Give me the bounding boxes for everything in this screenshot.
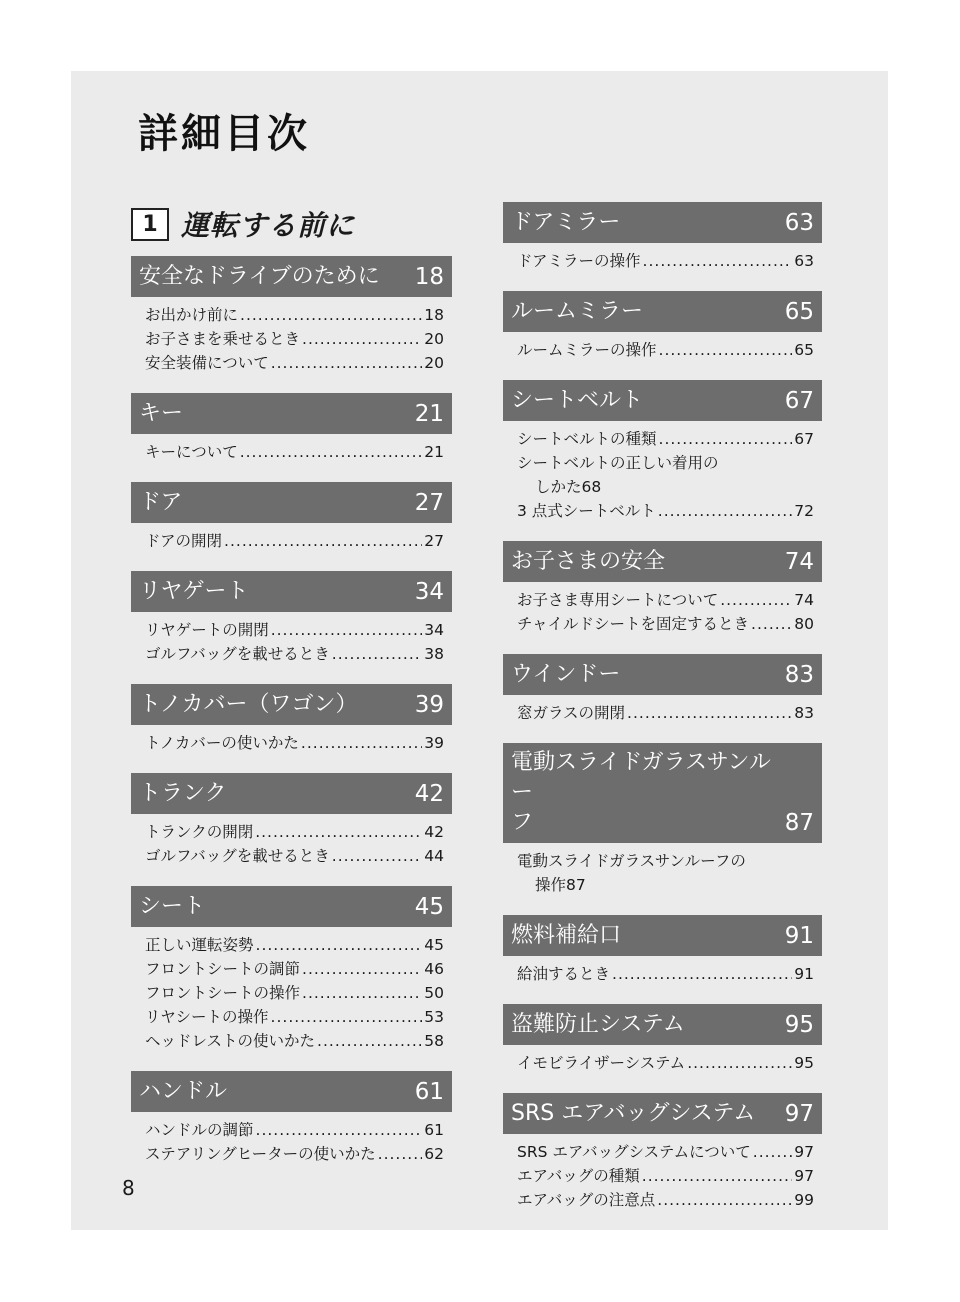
toc-entry[interactable] <box>145 303 444 327</box>
entry-label-line2: 操作 <box>535 876 567 894</box>
toc-entry[interactable] <box>145 933 444 957</box>
entry-page-number: 45 <box>424 936 444 954</box>
toc-entry[interactable] <box>517 338 814 362</box>
toc-section <box>131 482 452 553</box>
toc-entry[interactable] <box>517 701 814 725</box>
entry-list <box>503 243 822 273</box>
section-header[interactable] <box>503 380 822 421</box>
section-page-number: 63 <box>784 210 814 236</box>
toc-right-column <box>503 202 822 1230</box>
entry-page-number: 65 <box>794 341 814 359</box>
entry-label: ヘッドレストの使いかた <box>145 1032 316 1050</box>
toc-entry[interactable] <box>145 820 444 844</box>
dot-leader <box>256 1118 423 1142</box>
section-header[interactable] <box>131 571 452 612</box>
entry-list <box>503 695 822 725</box>
toc-entry[interactable] <box>517 451 814 499</box>
entry-label: ドアの開閉 <box>145 532 223 550</box>
section-page-number: 21 <box>414 401 444 427</box>
toc-section <box>131 393 452 464</box>
dot-leader <box>224 529 422 553</box>
toc-section <box>503 541 822 636</box>
entry-label: ゴルフバッグを載せるとき <box>145 645 330 663</box>
entry-page-number: 39 <box>424 734 444 752</box>
section-header[interactable] <box>131 886 452 927</box>
entry-label: 正しい運転姿勢 <box>145 936 254 954</box>
section-header[interactable] <box>131 1071 452 1112</box>
dot-leader <box>659 427 793 451</box>
section-header[interactable] <box>131 482 452 523</box>
toc-section <box>503 1093 822 1212</box>
entry-label: SRS エアバッグシステムについて <box>517 1143 751 1161</box>
section-header[interactable] <box>131 773 452 814</box>
toc-entry[interactable] <box>145 351 444 375</box>
toc-entry[interactable] <box>517 1164 814 1188</box>
section-page-number: 74 <box>784 549 814 575</box>
dot-leader <box>332 844 423 868</box>
dot-leader <box>271 618 423 642</box>
entry-page-number: 95 <box>794 1054 814 1072</box>
entry-label: エアバッグの種類 <box>517 1167 640 1185</box>
section-title: 電動スライドガラスサンルー フ <box>511 750 771 835</box>
section-title: リヤゲート <box>139 579 249 604</box>
toc-section <box>131 684 452 755</box>
entry-page-number: 44 <box>424 847 444 865</box>
section-page-number: 67 <box>784 388 814 414</box>
dot-leader <box>658 499 792 523</box>
entry-page-number: 21 <box>424 443 444 461</box>
section-page-number: 87 <box>784 810 814 836</box>
section-header[interactable] <box>503 541 822 582</box>
entry-page-number: 97 <box>794 1167 814 1185</box>
dot-leader <box>255 820 422 844</box>
section-header[interactable] <box>503 1004 822 1045</box>
entry-page-number: 87 <box>566 876 586 894</box>
entry-list <box>503 956 822 986</box>
section-title: 燃料補給口 <box>511 923 622 948</box>
dot-leader <box>271 1005 423 1029</box>
entry-page-number: 38 <box>424 645 444 663</box>
entry-label: トランクの開閉 <box>145 823 254 841</box>
entry-label: チャイルドシートを固定するとき <box>517 615 750 633</box>
toc-section <box>503 654 822 725</box>
toc-section <box>503 291 822 362</box>
dot-leader <box>256 933 423 957</box>
toc-entry[interactable] <box>145 981 444 1005</box>
entry-list <box>503 332 822 362</box>
section-title: ドアミラー <box>511 210 621 235</box>
toc-entry[interactable] <box>517 1188 814 1212</box>
dot-leader <box>302 957 422 981</box>
entry-label: お出かけ前に <box>145 306 239 324</box>
section-page-number: 95 <box>784 1012 814 1038</box>
entry-page-number: 99 <box>794 1191 814 1209</box>
entry-page-number: 20 <box>424 354 444 372</box>
entry-page-number: 74 <box>794 591 814 609</box>
dot-leader <box>302 981 422 1005</box>
toc-section <box>131 1071 452 1166</box>
entry-page-number: 20 <box>424 330 444 348</box>
page-number: 8 <box>122 1176 135 1200</box>
dot-leader <box>643 249 793 273</box>
section-title: ハンドル <box>139 1079 228 1104</box>
toc-entry[interactable] <box>145 1142 444 1166</box>
toc-entry[interactable] <box>145 642 444 666</box>
toc-entry[interactable] <box>145 618 444 642</box>
dot-leader <box>720 588 792 612</box>
entry-label: キーについて <box>145 443 238 461</box>
entry-list <box>131 927 452 1053</box>
toc-entry[interactable] <box>145 1118 444 1142</box>
entry-list <box>131 814 452 868</box>
entry-label: 窓ガラスの開閉 <box>517 704 626 722</box>
entry-page-number: 53 <box>424 1008 444 1026</box>
dot-leader <box>642 1164 793 1188</box>
dot-leader <box>657 1188 792 1212</box>
section-title: ウインドー <box>511 662 621 687</box>
section-page-number: 61 <box>414 1079 444 1105</box>
chapter-number: 1 <box>131 208 169 241</box>
section-header[interactable] <box>503 202 822 243</box>
entry-page-number: 50 <box>424 984 444 1002</box>
toc-entry[interactable] <box>517 1051 814 1075</box>
chapter-title: 運転する前に <box>181 209 356 242</box>
entry-page-number: 62 <box>424 1145 444 1163</box>
dot-leader <box>687 1051 792 1075</box>
section-header[interactable] <box>503 1093 822 1134</box>
section-title: トノカバー（ワゴン） <box>139 692 358 717</box>
entry-label: ドアミラーの操作 <box>517 252 641 270</box>
toc-entry[interactable] <box>145 440 444 464</box>
section-title: 安全なドライブのために <box>139 264 380 289</box>
entry-label: ハンドルの調節 <box>145 1121 254 1139</box>
section-title: シートベルト <box>511 388 644 413</box>
section-title: ルームミラー <box>511 299 644 324</box>
entry-page-number: 80 <box>794 615 814 633</box>
entry-label: イモビライザーシステム <box>517 1054 686 1072</box>
toc-section <box>503 202 822 273</box>
entry-label: ステアリングヒーターの使いかた <box>145 1145 376 1163</box>
section-title: ドア <box>139 490 183 515</box>
entry-list <box>503 1045 822 1075</box>
entry-list <box>503 1134 822 1212</box>
entry-label: 給油するとき <box>517 965 611 983</box>
entry-page-number: 67 <box>794 430 814 448</box>
section-page-number: 45 <box>414 894 444 920</box>
section-page-number: 97 <box>784 1101 814 1127</box>
toc-entry[interactable] <box>517 849 814 897</box>
dot-leader <box>317 1029 422 1053</box>
toc-entry[interactable] <box>145 731 444 755</box>
entry-page-number: 63 <box>794 252 814 270</box>
section-title: キー <box>139 401 184 426</box>
toc-entry[interactable] <box>517 1140 814 1164</box>
toc-section <box>503 915 822 986</box>
section-page-number: 83 <box>784 662 814 688</box>
toc-entry[interactable] <box>145 529 444 553</box>
entry-list <box>131 297 452 375</box>
entry-page-number: 83 <box>794 704 814 722</box>
entry-page-number: 27 <box>424 532 444 550</box>
toc-section <box>503 1004 822 1075</box>
dot-leader <box>627 701 792 725</box>
entry-page-number: 97 <box>794 1143 814 1161</box>
dot-leader <box>659 338 793 362</box>
toc-section <box>131 571 452 666</box>
entry-list <box>131 434 452 464</box>
entry-list <box>503 421 822 523</box>
section-page-number: 39 <box>414 692 444 718</box>
entry-page-number: 68 <box>581 478 602 496</box>
entry-label: エアバッグの注意点 <box>517 1191 656 1209</box>
entry-label-continued <box>517 873 814 897</box>
toc-entry[interactable] <box>145 1029 444 1053</box>
entry-label: シートベルトの正しい着用の <box>517 454 719 472</box>
section-page-number: 42 <box>414 781 444 807</box>
entry-page-number: 46 <box>424 960 444 978</box>
entry-label: ルームミラーの操作 <box>517 341 657 359</box>
toc-entry[interactable] <box>517 612 814 636</box>
section-title: シート <box>139 894 206 919</box>
entry-page-number: 61 <box>424 1121 444 1139</box>
dot-leader <box>240 303 422 327</box>
section-page-number: 34 <box>414 579 444 605</box>
section-page-number: 65 <box>784 299 814 325</box>
entry-list <box>503 843 822 897</box>
entry-list <box>131 523 452 553</box>
section-header[interactable] <box>131 393 452 434</box>
dot-leader <box>753 1140 792 1164</box>
toc-section <box>131 256 452 375</box>
section-title: お子さまの安全 <box>511 549 666 574</box>
entry-label: 電動スライドガラスサンルーフの <box>517 852 746 870</box>
toc-section <box>503 743 822 897</box>
dot-leader <box>301 731 422 755</box>
entry-list <box>131 725 452 755</box>
toc-section <box>131 773 452 868</box>
entry-label: リヤゲートの開閉 <box>145 621 269 639</box>
section-page-number: 27 <box>414 490 444 516</box>
entry-list <box>503 582 822 636</box>
entry-label: フロントシートの調節 <box>145 960 301 978</box>
toc-entry[interactable] <box>145 1005 444 1029</box>
toc-entry[interactable] <box>145 327 444 351</box>
toc-entry[interactable] <box>517 962 814 986</box>
page-title: 詳細目次 <box>138 111 310 157</box>
entry-page-number: 58 <box>424 1032 444 1050</box>
entry-label: シートベルトの種類 <box>517 430 657 448</box>
section-header[interactable] <box>503 291 822 332</box>
entry-label: 3 点式シートベルト <box>517 502 656 520</box>
section-header[interactable] <box>503 743 822 843</box>
entry-page-number: 42 <box>424 823 444 841</box>
dot-leader <box>302 327 422 351</box>
section-page-number: 18 <box>414 264 444 290</box>
dot-leader <box>612 962 792 986</box>
entry-list <box>131 612 452 666</box>
toc-left-column <box>131 256 452 1184</box>
entry-label: お子さまを乗せるとき <box>145 330 301 348</box>
dot-leader <box>378 1142 423 1166</box>
toc-entry[interactable] <box>145 844 444 868</box>
entry-list <box>131 1112 452 1166</box>
section-header[interactable] <box>131 684 452 725</box>
toc-entry[interactable] <box>517 427 814 451</box>
entry-label: リヤシートの操作 <box>145 1008 269 1026</box>
chapter-heading <box>131 204 355 244</box>
entry-page-number: 34 <box>424 621 444 639</box>
entry-label-continued <box>517 475 814 499</box>
entry-label: ゴルフバッグを載せるとき <box>145 847 330 865</box>
toc-section <box>503 380 822 523</box>
toc-entry[interactable] <box>517 588 814 612</box>
entry-page-number: 18 <box>424 306 444 324</box>
entry-label: 安全装備について <box>145 354 269 372</box>
entry-page-number: 91 <box>794 965 814 983</box>
section-title: トランク <box>139 781 227 806</box>
dot-leader <box>751 612 792 636</box>
entry-label: トノカバーの使いかた <box>145 734 299 752</box>
entry-page-number: 72 <box>794 502 814 520</box>
dot-leader <box>271 351 423 375</box>
section-header[interactable] <box>131 256 452 297</box>
toc-section <box>131 886 452 1053</box>
toc-entry[interactable] <box>517 499 814 523</box>
dot-leader <box>240 440 423 464</box>
section-header[interactable] <box>503 654 822 695</box>
entry-label: フロントシートの操作 <box>145 984 301 1002</box>
section-title: SRS エアバッグシステム <box>511 1101 756 1126</box>
entry-label: お子さま専用シートについて <box>517 591 719 609</box>
toc-entry[interactable] <box>145 957 444 981</box>
toc-entry[interactable] <box>517 249 814 273</box>
section-header[interactable] <box>503 915 822 956</box>
section-title: 盗難防止システム <box>511 1012 685 1037</box>
entry-label-line2: しかた <box>535 478 582 496</box>
dot-leader <box>332 642 423 666</box>
section-page-number: 91 <box>784 923 814 949</box>
